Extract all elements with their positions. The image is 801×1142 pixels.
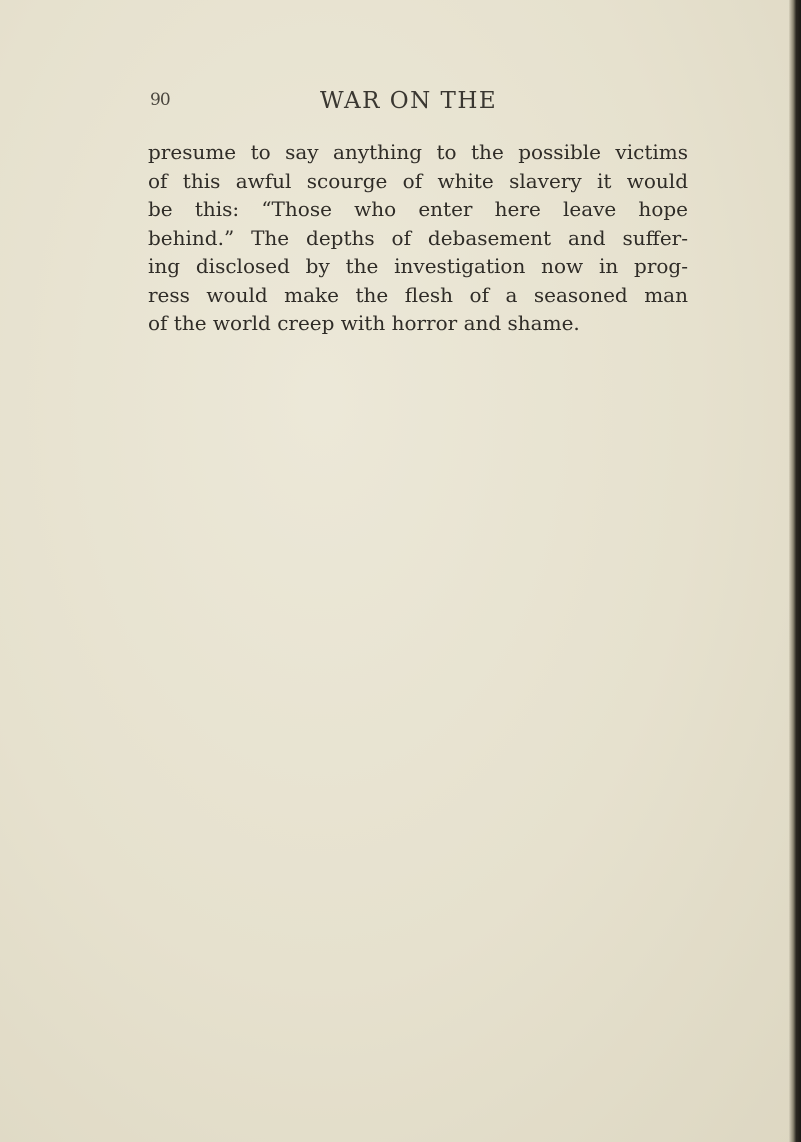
text-line: ress would make the flesh of a seasoned man bbox=[148, 282, 688, 307]
text-line: behind.” The depths of debasement and suffer- bbox=[148, 225, 688, 250]
text-line: of this awful scourge of white slavery it would bbox=[148, 168, 688, 193]
running-head bbox=[150, 88, 680, 118]
text-line: of the world creep with horror and shame. bbox=[148, 311, 580, 335]
text-line: presume to say anything to the possible victims bbox=[148, 140, 688, 164]
text-line: be this: “Those who enter here leave hope bbox=[148, 197, 688, 221]
running-head-title: WAR ON THE bbox=[320, 88, 498, 114]
text-line: ing disclosed by the investigation now in prog- bbox=[148, 254, 688, 278]
page-edge-shadow bbox=[789, 0, 801, 1142]
body-paragraph bbox=[148, 138, 688, 338]
page-number: 90 bbox=[150, 90, 170, 110]
